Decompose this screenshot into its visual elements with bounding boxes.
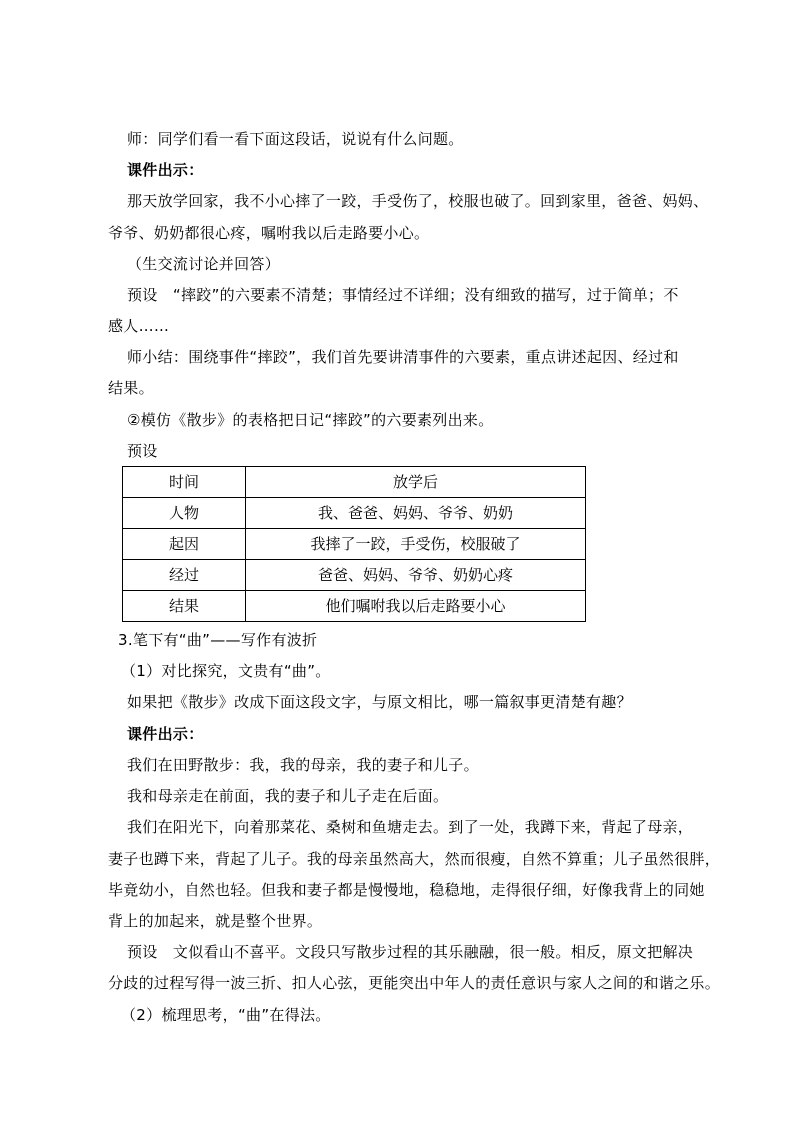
preset-answer-line-2: 感人……: [108, 317, 170, 335]
student-discussion-note: （生交流讨论并回答）: [127, 255, 281, 273]
teacher-summary-line-1: 师小结：围绕事件“摔跤”，我们首先要讲清事件的六要素，重点讲述起因、经过和: [127, 348, 679, 366]
table-row: [123, 529, 586, 560]
table-key-cell: 经过: [123, 560, 246, 591]
diary-text-line-2: 爷爷、奶奶都很心疼，嘱咐我以后走路要小心。: [108, 224, 430, 242]
preset-answer-line-1: 预设 “摔跤”的六要素不清楚；事情经过不详细；没有细致的描写，过于简单；不: [127, 286, 679, 304]
table-key-cell: 结果: [123, 591, 246, 622]
preset-analysis-line-2: 分歧的过程写得一波三折、扣人心弦，更能突出中年人的责任意识与家人之间的和谐之乐。: [108, 974, 721, 992]
teacher-question: 师：同学们看一看下面这段话，说说有什么问题。: [127, 130, 464, 148]
rewrite-paragraph-line-3: 毕竟幼小，自然也轻。但我和妻子都是慢慢地，稳稳地，走得很仔细，好像我背上的同她: [108, 881, 705, 899]
table-value-cell: 我、爸爸、妈妈、爷爷、奶奶: [246, 498, 586, 529]
table-row: [123, 560, 586, 591]
table-value-cell: 爸爸、妈妈、爷爷、奶奶心疼: [246, 560, 586, 591]
imitate-table-instruction: ②模仿《散步》的表格把日记“摔跤”的六要素列出来。: [127, 411, 494, 429]
courseware-heading-1: 课件出示：: [127, 161, 204, 179]
preset-analysis-line-1: 预设 文似看山不喜平。文段只写散步过程的其乐融融，很一般。相反，原文把解决: [127, 943, 694, 961]
table-row: [123, 467, 586, 498]
rewrite-text-line-2: 我和母亲走在前面，我的妻子和儿子走在后面。: [127, 787, 449, 805]
diary-text-line-1: 那天放学回家，我不小心摔了一跤，手受伤了，校服也破了。回到家里，爸爸、妈妈、: [127, 192, 709, 210]
rewrite-paragraph-line-4: 背上的加起来，就是整个世界。: [108, 912, 323, 930]
subsection-2-heading: （2）梳理思考，“曲”在得法。: [121, 1006, 331, 1024]
subsection-1-heading: （1）对比探究，文贵有“曲”。: [121, 662, 331, 680]
rewrite-text-line-1: 我们在田野散步：我，我的母亲，我的妻子和儿子。: [127, 756, 479, 774]
six-elements-table: [122, 466, 586, 622]
courseware-heading-2: 课件出示：: [127, 725, 204, 743]
rewrite-paragraph-line-1: 我们在阳光下，向着那菜花、桑树和鱼塘走去。到了一处，我蹲下来，背起了母亲，: [127, 818, 694, 836]
table-value-cell: 放学后: [246, 467, 586, 498]
comparison-question: 如果把《散步》改成下面这段文字，与原文相比，哪一篇叙事更清楚有趣？: [127, 693, 632, 711]
table-key-cell: 人物: [123, 498, 246, 529]
rewrite-paragraph-line-2: 妻子也蹲下来，背起了儿子。我的母亲虽然高大，然而很瘦，自然不算重；儿子虽然很胖，: [108, 850, 721, 868]
table-row: [123, 591, 586, 622]
teacher-summary-line-2: 结果。: [108, 379, 154, 397]
preset-label: 预设: [127, 442, 158, 460]
table-key-cell: 起因: [123, 529, 246, 560]
section-3-heading: 3.笔下有“曲”——写作有波折: [118, 631, 318, 649]
table-row: [123, 498, 586, 529]
table-value-cell: 他们嘱咐我以后走路要小心: [246, 591, 586, 622]
table-value-cell: 我摔了一跤，手受伤，校服破了: [246, 529, 586, 560]
table-key-cell: 时间: [123, 467, 246, 498]
